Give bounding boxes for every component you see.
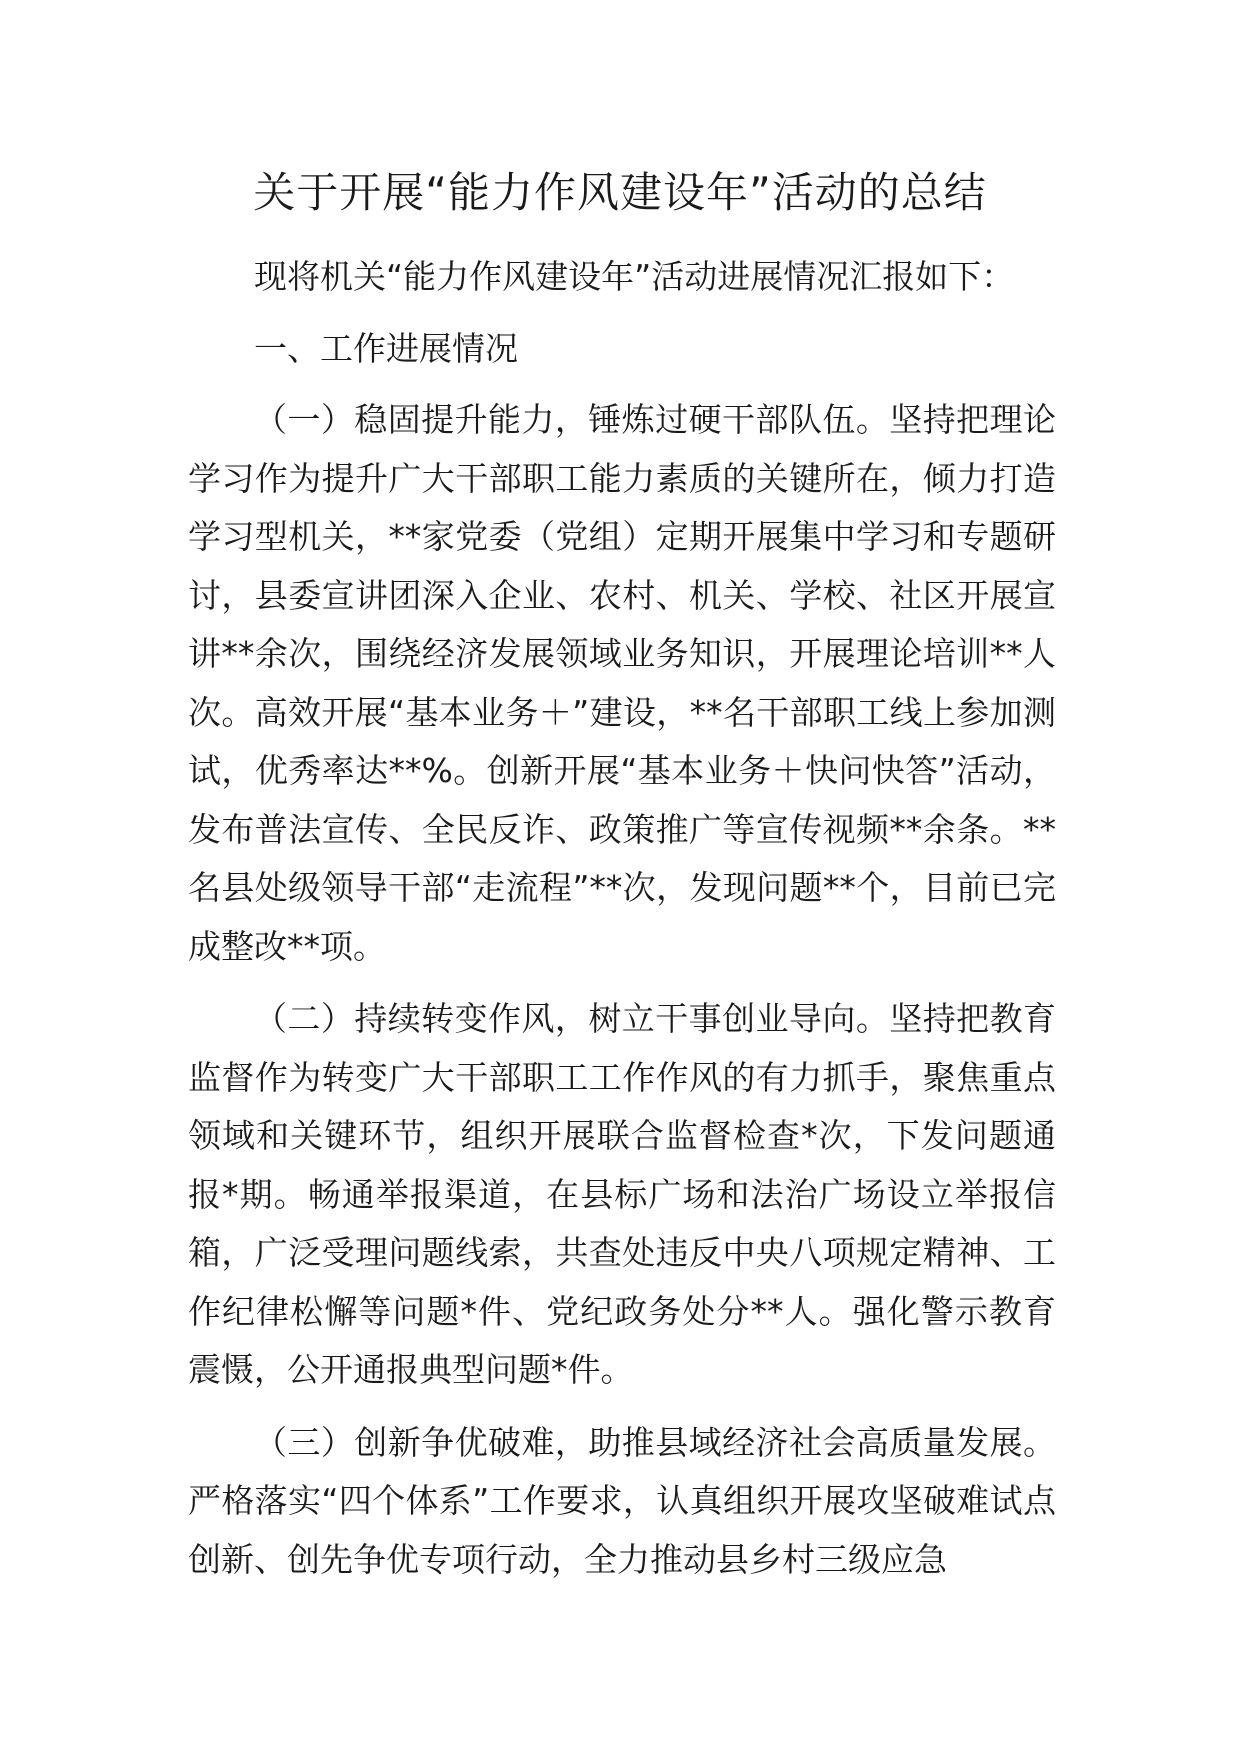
document-body	[188, 248, 1056, 1589]
paragraph-item-3: （三）创新争优破难，助推县域经济社会高质量发展。严格落实“四个体系”工作要求，认真组织开展攻坚破难试点创新、创先争优专项行动，全力推动县乡村三级应急	[188, 1422, 1056, 1579]
paragraph-item-2: （二）持续转变作风，树立干事创业导向。坚持把教育监督作为转变广大干部职工工作作风的有力抓手，聚焦重点领域和关键环节，组织开展联合监督检查*次，下发问题通报*期。畅通举报渠道，在县标广场和法治广场设立举报信箱，广泛受理问题线索，共查处违反中央八项规定精神、工作纪律松懈等问题*件、党纪政务处分**人。强化警示教育震慑，公开通报典型问题*件。	[188, 999, 1056, 1389]
paragraph-item-1: （一）稳固提升能力，锤炼过硬干部队伍。坚持把理论学习作为提升广大干部职工能力素质的关键所在，倾力打造学习型机关，**家党委（党组）定期开展集中学习和专题研讨，县委宣讲团深入企业、农村、机关、学校、社区开展宣讲**余次，围绕经济发展领域业务知识，开展理论培训**人次。高效开展“基本业务＋”建设，**名干部职工线上参加测试，优秀率达**%。创新开展“基本业务＋快问快答”活动，发布普法宣传、全民反诈、政策推广等宣传视频**余条。**名县处级领导干部“走流程”**次，发现问题**个，目前已完成整改**项。	[188, 400, 1056, 966]
section-heading: 一、工作进展情况	[254, 328, 518, 368]
intro-paragraph: 现将机关“能力作风建设年”活动进展情况汇报如下：	[254, 257, 1015, 296]
document-title: 关于开展“能力作风建设年”活动的总结	[253, 168, 987, 217]
